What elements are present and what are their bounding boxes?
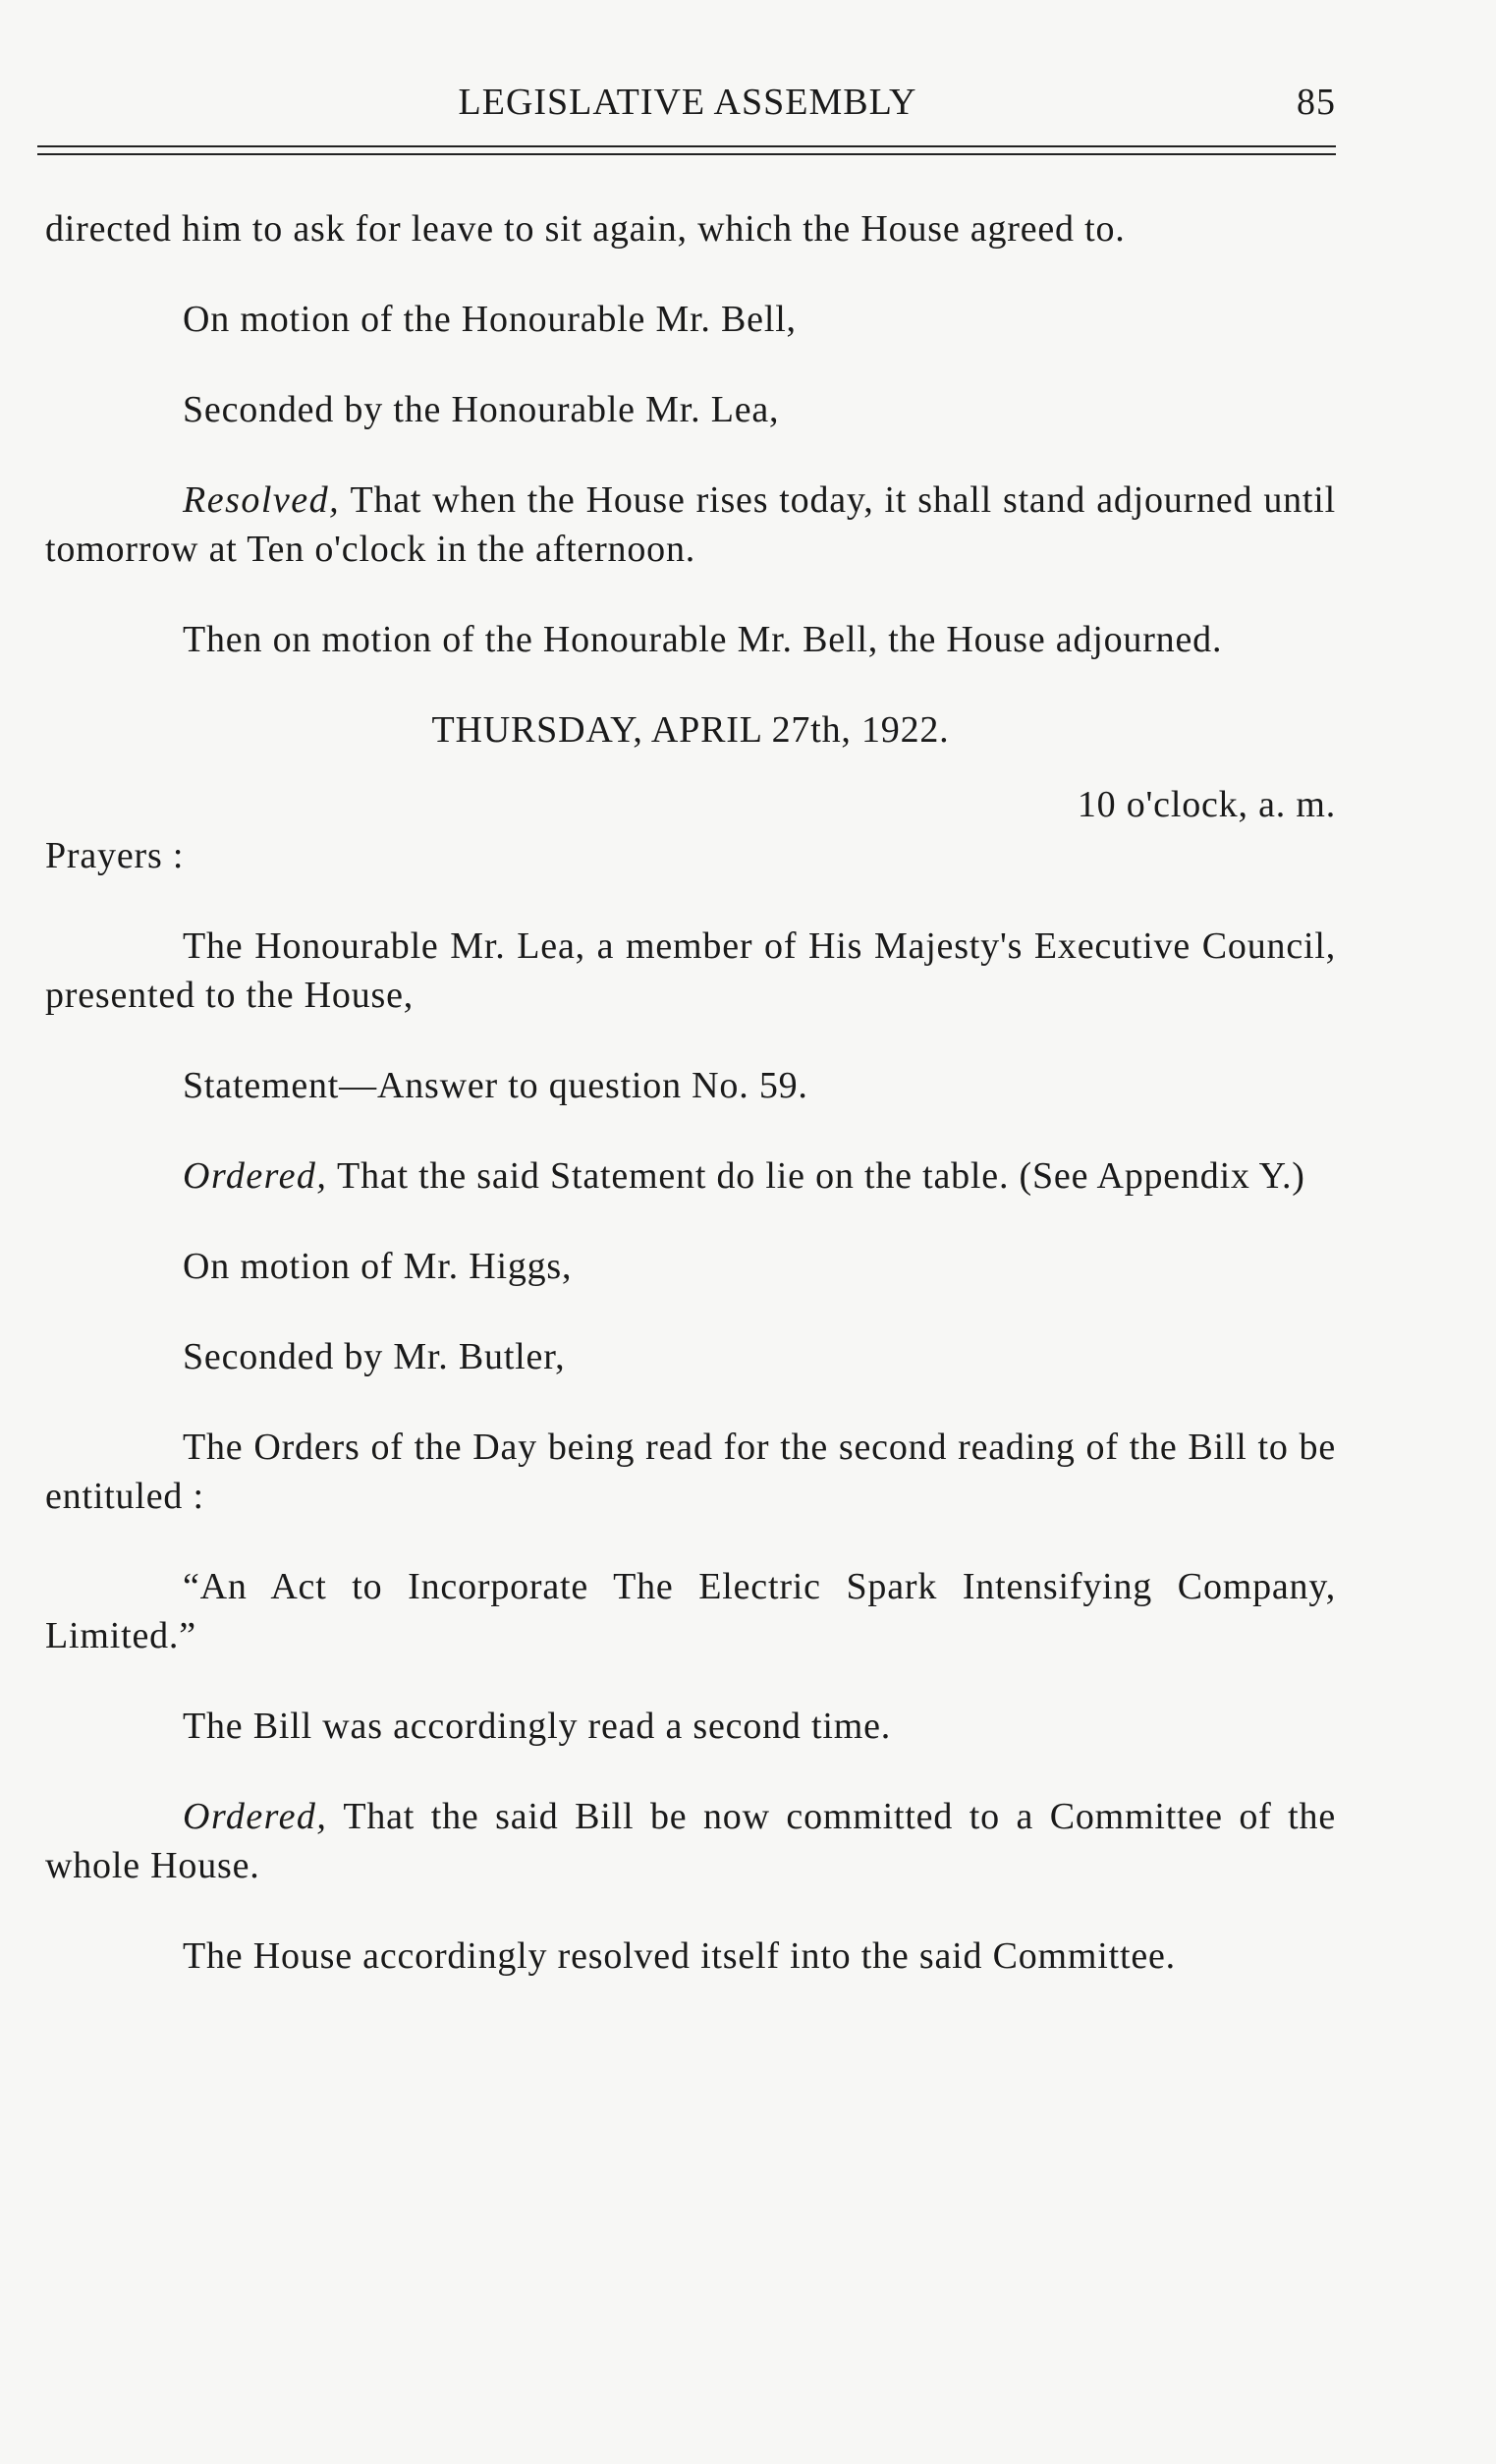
paragraph-seconded-butler (45, 1332, 1336, 1381)
paragraph-presented (45, 922, 1336, 1020)
paragraph-motion (45, 295, 1336, 344)
paragraph-text: Statement—Answer to question No. 59. (183, 1065, 808, 1106)
paragraph-statement (45, 1061, 1336, 1110)
paragraph-text: “An Act to Incorporate The Electric Spark Intensifying Company, Limited.” (45, 1566, 1336, 1656)
paragraph-resolved (45, 476, 1336, 574)
paragraph-text: The Honourable Mr. Lea, a member of His Majesty's Executive Council, presented to the House, (45, 925, 1336, 1016)
paragraph-text: Then on motion of the Honourable Mr. Bell, the House adjourned. (183, 619, 1223, 660)
paragraph-lead-word: Ordered, (183, 1155, 328, 1197)
running-head-title: LEGISLATIVE ASSEMBLY (458, 82, 917, 123)
paragraph-ordered-statement (45, 1151, 1336, 1201)
paragraph-second-reading (45, 1702, 1336, 1751)
paragraph-adjourned (45, 615, 1336, 664)
paragraph-seconded (45, 385, 1336, 434)
paragraph-text: The Orders of the Day being read for the second reading of the Bill to be entituled : (45, 1427, 1336, 1517)
running-head (39, 81, 1336, 130)
paragraph-text: The House accordingly resolved itself into the said Committee. (183, 1935, 1176, 1977)
paragraph-text: The Bill was accordingly read a second time. (183, 1706, 892, 1747)
body-text (45, 204, 1336, 2022)
paragraph-motion-higgs (45, 1242, 1336, 1291)
page-number: 85 (1297, 82, 1336, 123)
paragraph-text: That when the House rises today, it shall stand adjourned until tomorrow at Ten o'clock in the afternoon. (45, 479, 1336, 570)
paragraph-text: directed him to ask for leave to sit again, which the House agreed to. (45, 208, 1126, 250)
paragraph-ordered-committee (45, 1792, 1336, 1890)
paragraph-text: Seconded by the Honourable Mr. Lea, (183, 389, 780, 430)
header-rule-top (37, 145, 1336, 147)
paragraph-resolved-committee (45, 1932, 1336, 1981)
paragraph-bill-title (45, 1562, 1336, 1660)
paragraph-lead-word: Resolved, (183, 479, 341, 521)
paragraph-text: That the said Statement do lie on the table. (See Appendix Y.) (327, 1155, 1305, 1197)
paragraph-text: On motion of the Honourable Mr. Bell, (183, 299, 797, 340)
prayers-line: Prayers : (45, 835, 185, 876)
paragraph-continuation (45, 204, 1336, 253)
paragraph-orders-of-day (45, 1423, 1336, 1521)
paragraph-text: That the said Bill be now committed to a Committee of the whole House. (45, 1796, 1336, 1886)
paragraph-text: Seconded by Mr. Butler, (183, 1336, 566, 1377)
paragraph-text: On motion of Mr. Higgs, (183, 1246, 573, 1287)
sitting-time: 10 o'clock, a. m. (1077, 784, 1336, 825)
paragraph-lead-word: Ordered, (183, 1796, 328, 1837)
day-heading: THURSDAY, APRIL 27th, 1922. (431, 709, 950, 751)
header-rule-bottom (37, 153, 1336, 155)
